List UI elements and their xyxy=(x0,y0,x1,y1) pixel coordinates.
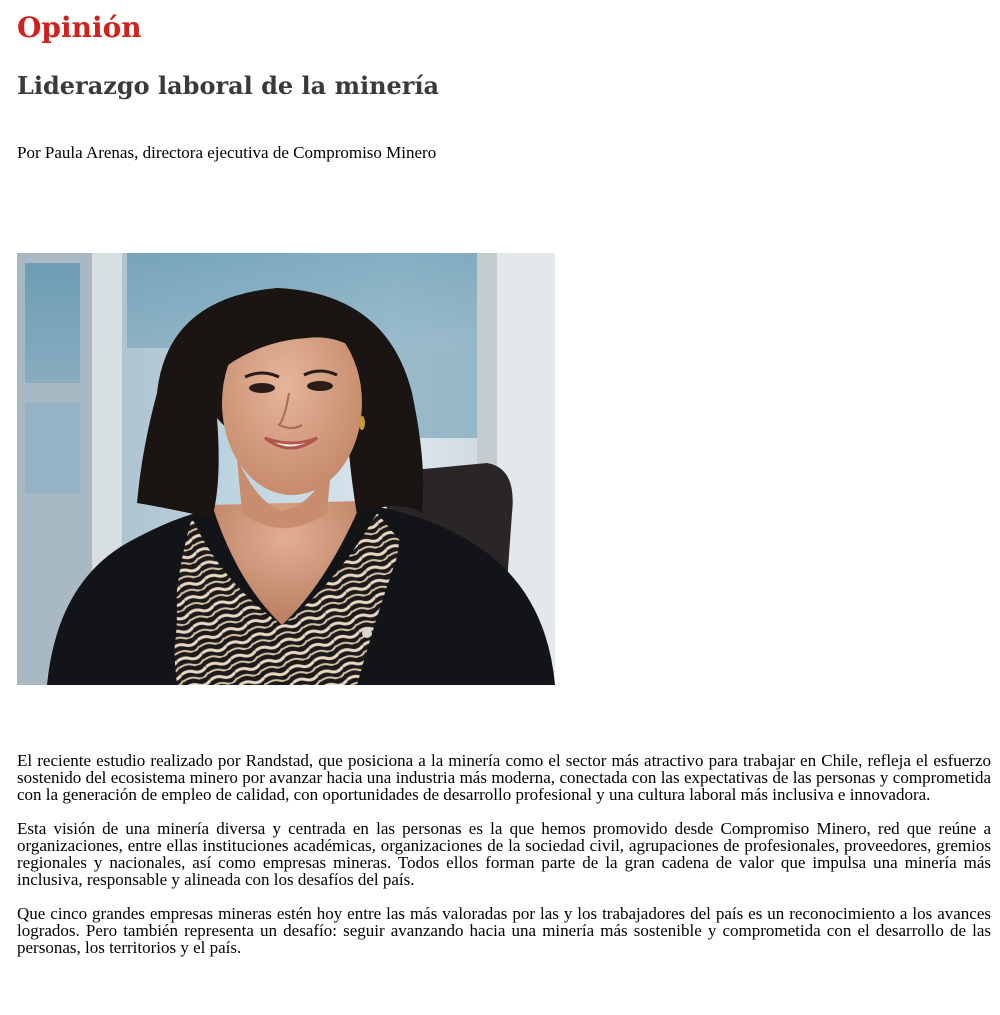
article-body xyxy=(17,752,991,973)
article-paragraph: Esta visión de una minería diversa y centrada en las personas es la que hemos promovido desde Compromiso Minero, red que reúne a organizaciones, entre ellas instituciones académicas, organizaciones de la sociedad civil, agrupaciones de profesionales, proveedores, gremios regionales y nacionales, así como empresas mineras. Todos ellos forman parte de la gran cadena de valor que impulsa una minería más inclusiva, responsable y alineada con los desafíos del país. xyxy=(17,819,991,889)
article-paragraph: El reciente estudio realizado por Randstad, que posiciona a la minería como el sector más atractivo para trabajar en Chile, refleja el esfuerzo sostenido del ecosistema minero por avanzar hacia una industria más moderna, conectada con las expectativas de las personas y comprometida con la generación de empleo de calidad, con oportunidades de desarrollo profesional y una cultura laboral más inclusiva e innovadora. xyxy=(17,751,991,804)
article-paragraph: Que cinco grandes empresas mineras estén hoy entre las más valoradas por las y los trabajadores del país es un reconocimiento a los avances logrados. Pero también representa un desafío: seguir avanzando hacia una minería más sostenible y comprometida con el desarrollo de las personas, los territorios y el país. xyxy=(17,904,991,957)
article-byline: Por Paula Arenas, directora ejecutiva de Compromiso Minero xyxy=(17,143,437,162)
section-label: Opinión xyxy=(17,11,142,44)
article-headline: Liderazgo laboral de la minería xyxy=(17,71,440,100)
author-portrait-photo xyxy=(17,253,555,685)
